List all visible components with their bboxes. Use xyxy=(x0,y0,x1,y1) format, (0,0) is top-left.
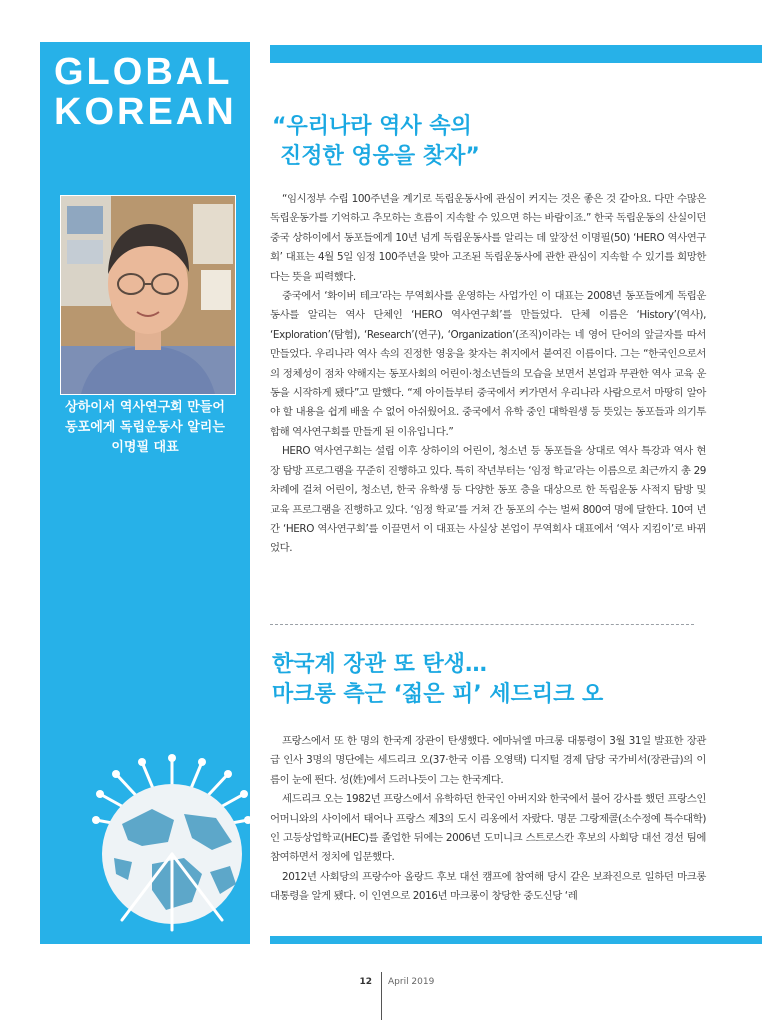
article1-headline-line1: “우리나라 역사 속의 xyxy=(272,114,472,139)
article2-headline-line2: 마크롱 측근 ‘젊은 피’ 세드리크 오 xyxy=(272,682,604,707)
section-title-line1: GLOBAL xyxy=(54,51,233,93)
paragraph: “임시정부 수립 100주년을 계기로 독립운동사에 관심이 커지는 것은 좋은 것 같아요. 다만 수많은 독립운동가를 기억하고 추모하는 흐름이 지속할 수 있으면 하는 바람이죠.” 한국 독립운동의 산실이던 중국 상하이에서 동포들에게 10년 넘게 독립운동사를 알리는 데 앞장선 이명필(50) ‘HERO 역사연구회’ 대표는 4월 5일 임정 100주년을 맞아 고조된 독립운동사에 관한 관심이 지속할 수 있기를 희망한다는 뜻을 피력했다. xyxy=(270,193,706,283)
article2-body xyxy=(270,732,706,907)
section-title-line2: KOREAN xyxy=(54,91,237,133)
top-accent-bar xyxy=(270,45,762,63)
article-divider xyxy=(270,624,694,625)
section-title xyxy=(54,52,244,132)
caption-line: 이명필 대표 xyxy=(111,440,179,455)
paragraph: 중국에서 ‘화이버 테크’라는 무역회사를 운영하는 사업가인 이 대표는 2008년 동포들에게 독립운동사를 알리는 역사 단체인 ‘HERO 역사연구회’를 만들었다. 단체 이름은 ‘History’(역사), ‘Exploration’(탐험), ‘Research’(연구), ‘Organization’(조직)이라는 네 영어 단어의 앞글자를 따서 만들었다. 우리나라 역사 속의 진정한 영웅을 찾자는 취지에서 붙여진 이름이다. 그는 “한국인으로서의 정체성이 점차 약해지는 동포사회의 어린이·청소년들의 모습을 보면서 본업과 무관한 역사 교육 운동을 시작하게 됐다”고 말했다. “제 아이들부터 중국에서 커가면서 우리나라 사람으로서 마땅히 알아야 할 내용을 쉽게 배울 수 없어 아쉬웠어요. 중국에서 유학 중인 대학원생 등 뜻있는 동포들과 의기투합해 역사연구회를 만들게 된 이유입니다.” xyxy=(270,290,706,438)
page-number: 12 xyxy=(359,977,372,987)
paragraph: 2012년 사회당의 프랑수아 올랑드 후보 대선 캠프에 참여해 당시 같은 보좌진으로 일하던 마크롱 대통령을 알게 됐다. 이 인연으로 2016년 마크롱이 창당한 중도신당 ‘레 xyxy=(270,870,706,903)
sidebar-panel xyxy=(40,42,250,944)
globe-illustration xyxy=(92,754,252,938)
article1-headline xyxy=(272,112,752,172)
paragraph: 프랑스에서 또 한 명의 한국계 장관이 탄생했다. 에마뉘엘 마크롱 대통령이 3월 31일 발표한 장관급 인사 3명의 명단에는 세드리크 오(37·한국 이름 오영택) 디지털 경제 담당 국가비서(장관급)의 이름이 눈에 띈다. 성(姓)에서 드러나듯이 그는 한국계다. xyxy=(270,735,706,786)
paragraph: HERO 역사연구회는 설립 이후 상하이의 어린이, 청소년 등 동포들을 상대로 역사 특강과 역사 현장 탐방 프로그램을 꾸준히 진행하고 있다. 특히 작년부터는 ‘임정 학교’라는 이름으로 최근까지 총 29차례에 걸쳐 어린이, 청소년, 한국 유학생 등 다양한 동포 층을 대상으로 한 독립운동 사적지 탐방 및 교육 프로그램을 진행하고 있다. ‘임정 학교’를 거쳐 간 동포의 수는 벌써 800여 명에 달한다. 10여 년간 ‘HERO 역사연구회’를 이끌면서 이 대표는 사실상 본업이 무역회사 대표에서 ‘역사 지킴이’로 바뀌었다. xyxy=(270,445,706,555)
photo-caption xyxy=(50,398,240,458)
article1-headline-line2: 진정한 영웅을 찾자” xyxy=(280,144,480,169)
bottom-accent-bar xyxy=(270,936,762,944)
issue-date: April 2019 xyxy=(388,977,435,987)
paragraph: 세드리크 오는 1982년 프랑스에서 유학하던 한국인 아버지와 한국에서 불어 강사를 했던 프랑스인 어머니와의 사이에서 태어나 프랑스 제3의 도시 리옹에서 자랐다. 명문 그랑제콜(소수정예 특수대학)인 고등상업학교(HEC)를 졸업한 뒤에는 2006년 도미니크 스트로스칸 후보의 사회당 대선 경선 팀에 참여하면서 정치에 입문했다. xyxy=(270,793,706,864)
article2-headline xyxy=(272,650,752,710)
caption-line: 상하이서 역사연구회 만들어 xyxy=(65,400,225,415)
portrait-photo xyxy=(60,195,236,395)
footer-divider xyxy=(381,972,382,1020)
article2-headline-line1: 한국계 장관 또 탄생… xyxy=(272,652,487,677)
caption-line: 동포에게 독립운동사 알리는 xyxy=(65,420,225,435)
article1-body xyxy=(270,190,706,559)
